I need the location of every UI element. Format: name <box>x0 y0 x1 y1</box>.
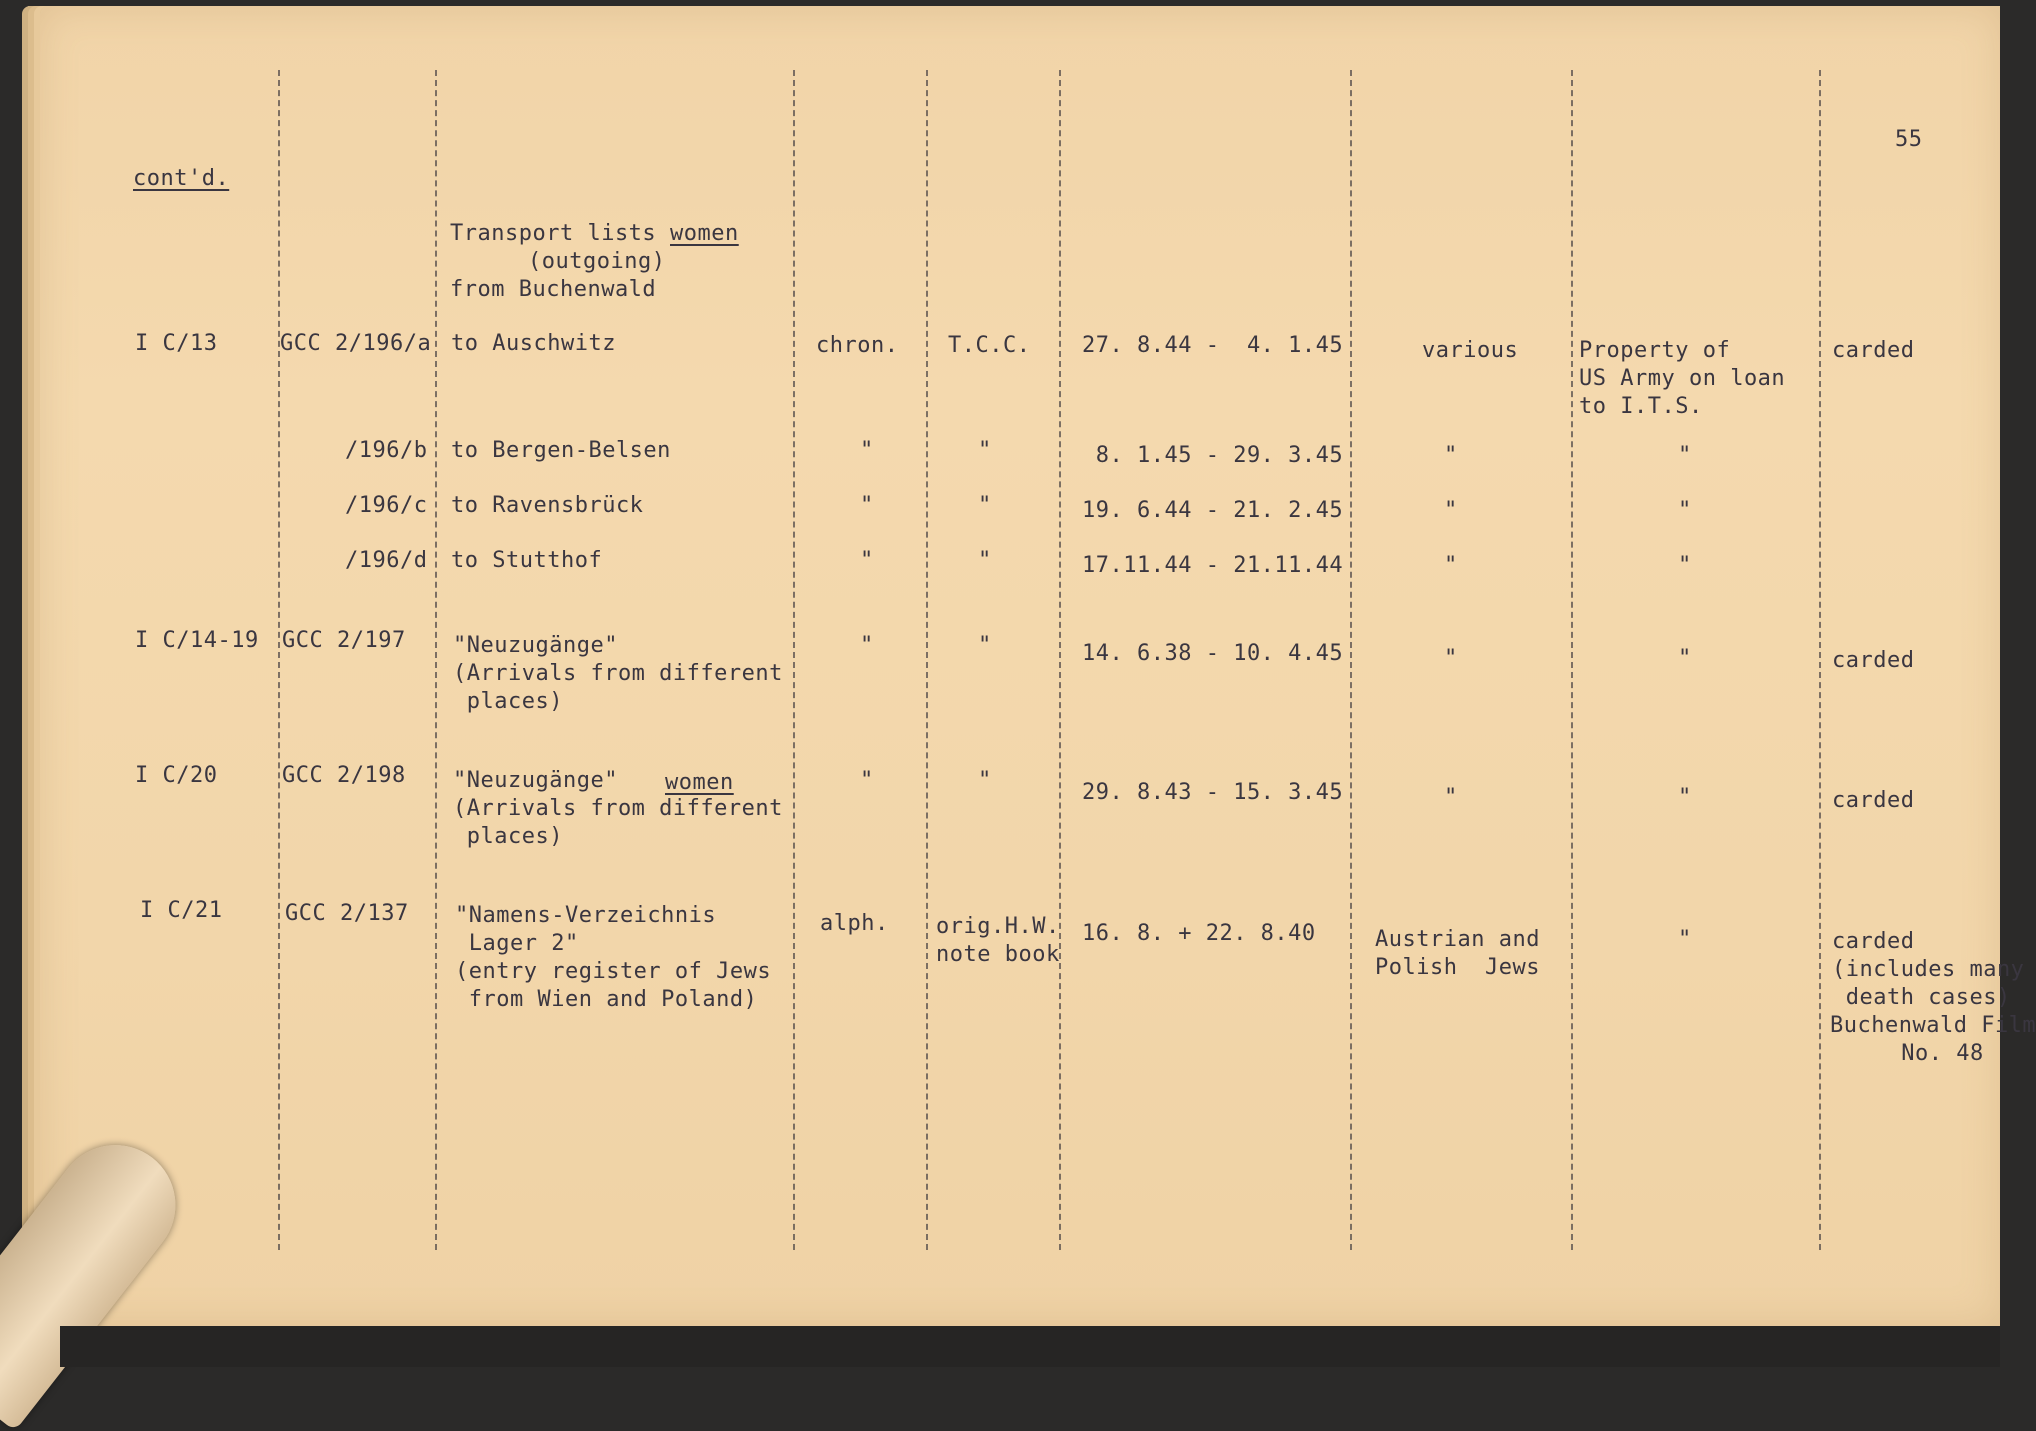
row-persons: " <box>1444 785 1458 810</box>
section-title-line2: (outgoing) <box>528 249 666 274</box>
section-title-line1: Transport lists <box>450 221 657 246</box>
row-arrangement: alph. <box>820 911 889 936</box>
column-divider-5 <box>1059 70 1061 1250</box>
row-remarks: carded <box>1832 338 1915 363</box>
column-divider-4 <box>926 70 928 1250</box>
row-arrangement: " <box>860 548 874 573</box>
row-arrangement: " <box>860 493 874 518</box>
row-dates: 8. 1.45 - 29. 3.45 <box>1082 443 1344 468</box>
row-remarks: Buchenwald Film <box>1830 1013 2036 1038</box>
row-type: " <box>978 633 992 658</box>
row-persons: " <box>1444 553 1458 578</box>
row-persons: " <box>1444 498 1458 523</box>
row-desc: "Neuzugänge" <box>453 768 618 793</box>
row-owner: " <box>1678 498 1692 523</box>
row-type: orig.H.W. note book <box>936 914 1060 967</box>
row-owner: to I.T.S. <box>1579 394 1703 419</box>
row-persons: various <box>1422 338 1519 363</box>
row-ref: GCC 2/197 <box>282 628 406 653</box>
column-divider-1 <box>278 70 280 1250</box>
row-remarks: (includes many <box>1832 957 2025 982</box>
row-id: I C/14-19 <box>135 628 259 653</box>
contd-label: cont'd. <box>133 166 230 191</box>
row-type: " <box>978 493 992 518</box>
row-desc-emph: women <box>665 770 734 795</box>
row-remarks: carded <box>1832 788 1915 813</box>
row-id: I C/13 <box>135 331 218 356</box>
row-desc: places) <box>453 689 563 714</box>
column-divider-8 <box>1819 70 1821 1250</box>
row-arrangement: " <box>860 633 874 658</box>
row-owner: " <box>1678 553 1692 578</box>
row-desc: to Auschwitz <box>451 331 616 356</box>
row-arrangement: chron. <box>816 333 899 358</box>
column-divider-6 <box>1350 70 1352 1250</box>
column-divider-7 <box>1571 70 1573 1250</box>
row-desc: Lager 2" <box>455 931 579 956</box>
row-desc: places) <box>453 824 563 849</box>
row-persons: " <box>1444 443 1458 468</box>
row-dates: 17.11.44 - 21.11.44 <box>1082 553 1344 578</box>
row-persons: " <box>1444 646 1458 671</box>
row-owner: US Army on loan <box>1579 366 1786 391</box>
row-ref: GCC 2/196/a <box>280 331 432 356</box>
row-desc: from Wien and Poland) <box>455 987 758 1012</box>
row-owner: " <box>1678 443 1692 468</box>
row-desc: (Arrivals from different <box>453 796 783 821</box>
row-dates: 29. 8.43 - 15. 3.45 <box>1082 780 1344 805</box>
row-desc: to Stutthof <box>451 548 603 573</box>
section-title-emph: women <box>670 221 739 246</box>
row-arrangement: " <box>860 438 874 463</box>
section-title-line3: from Buchenwald <box>450 277 657 302</box>
row-type: T.C.C. <box>948 333 1031 358</box>
row-id: I C/21 <box>140 898 223 923</box>
row-desc: (Arrivals from different <box>453 661 783 686</box>
row-owner: " <box>1678 646 1692 671</box>
row-id: I C/20 <box>135 763 218 788</box>
row-dates: 27. 8.44 - 4. 1.45 <box>1082 333 1344 358</box>
page-number: 55 <box>1895 127 1923 152</box>
column-divider-3 <box>793 70 795 1250</box>
row-desc: to Ravensbrück <box>451 493 644 518</box>
row-desc: (entry register of Jews <box>455 959 772 984</box>
row-desc: to Bergen-Belsen <box>451 438 671 463</box>
row-owner: " <box>1678 927 1692 952</box>
row-owner: " <box>1678 785 1692 810</box>
row-desc: "Namens-Verzeichnis <box>455 903 717 928</box>
row-ref: /196/d <box>345 548 428 573</box>
row-desc: "Neuzugänge" <box>453 633 618 658</box>
column-divider-2 <box>435 70 437 1250</box>
row-ref: /196/c <box>345 493 428 518</box>
row-ref: GCC 2/198 <box>282 763 406 788</box>
row-remarks: No. 48 <box>1860 1041 1984 1066</box>
row-ref: GCC 2/137 <box>285 901 409 926</box>
row-remarks: carded <box>1832 929 1915 954</box>
row-remarks: carded <box>1832 648 1915 673</box>
page-bottom-edge <box>60 1326 2000 1367</box>
row-dates: 16. 8. + 22. 8.40 <box>1082 921 1316 946</box>
row-dates: 19. 6.44 - 21. 2.45 <box>1082 498 1344 523</box>
row-type: " <box>978 548 992 573</box>
row-remarks: death cases) <box>1832 985 2011 1010</box>
row-ref: /196/b <box>345 438 428 463</box>
row-arrangement: " <box>860 768 874 793</box>
row-owner: Property of <box>1579 338 1731 363</box>
row-persons: Polish Jews <box>1375 955 1540 980</box>
row-type: " <box>978 438 992 463</box>
row-persons: Austrian and <box>1375 927 1540 952</box>
row-type: " <box>978 768 992 793</box>
ledger-page <box>40 6 2000 1326</box>
row-dates: 14. 6.38 - 10. 4.45 <box>1082 641 1344 666</box>
